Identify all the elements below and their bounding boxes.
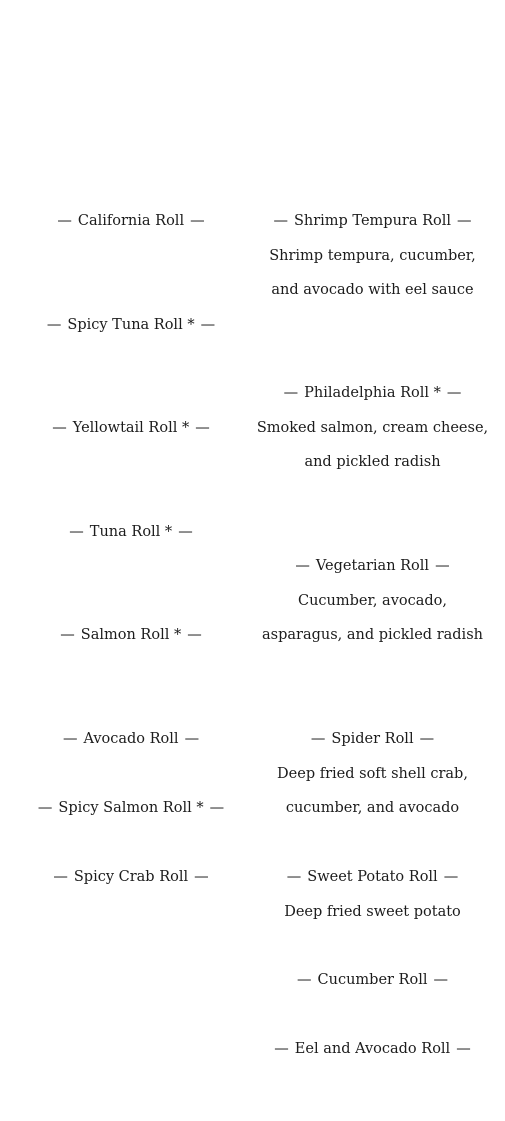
menu-item-description: and avocado with eel sauce [271, 282, 474, 298]
menu-item-title [0, 860, 262, 895]
menu-item-description: cucumber, and avocado [285, 800, 460, 816]
dash-decoration: — [295, 558, 310, 574]
menu-item-name: Yellowtail Roll * [72, 420, 190, 436]
menu-item-title [245, 963, 500, 998]
dash-decoration: — [200, 317, 216, 333]
dash-decoration: — [62, 731, 78, 747]
dash-decoration: — [57, 213, 72, 229]
menu-item-cucumber-roll [245, 963, 500, 998]
dash-decoration: — [435, 558, 450, 574]
dash-decoration: — [273, 213, 288, 229]
dash-decoration: — [195, 420, 210, 436]
menu-item-vegetarian-roll [245, 549, 500, 653]
menu-item-spicy-crab-roll [0, 860, 262, 895]
menu-item-description: Deep fried soft shell crab, [277, 765, 468, 782]
dash-decoration: — [46, 317, 62, 333]
menu-item-philadelphia-roll [245, 376, 500, 480]
menu-item-title [0, 722, 262, 757]
menu-item-title [245, 722, 500, 757]
menu-item-title [0, 618, 262, 653]
menu-item-title [245, 204, 500, 239]
dash-decoration: — [419, 731, 435, 747]
menu-item-name: Shrimp Tempura Roll [293, 213, 452, 229]
menu-item-name: Spicy Tuna Roll * [67, 317, 195, 333]
dash-decoration: — [178, 524, 193, 540]
menu-item-name: Spicy Crab Roll [73, 869, 189, 885]
menu-item-title [0, 791, 262, 826]
menu-item-spicy-tuna-roll [0, 308, 262, 343]
menu-item-title [0, 515, 262, 550]
menu-item-title [245, 376, 500, 411]
menu-item-name: California Roll [77, 213, 185, 229]
menu-item-title [245, 1032, 500, 1067]
menu-item-yellowtail-roll [0, 411, 262, 446]
menu-item-description: Deep fried sweet potato [284, 903, 461, 920]
menu-item-description: Cucumber, avocado, [297, 592, 447, 609]
dash-decoration: — [433, 972, 448, 988]
dash-decoration: — [194, 869, 209, 885]
menu-item-title [0, 204, 262, 239]
dash-decoration: — [443, 869, 459, 885]
dash-decoration: — [297, 972, 312, 988]
menu-item-california-roll [0, 204, 262, 239]
dash-decoration: — [53, 869, 68, 885]
menu-item-name: Tuna Roll * [89, 524, 173, 540]
menu-item-title [245, 860, 500, 895]
dash-decoration: — [37, 800, 53, 816]
menu-item-salmon-roll [0, 618, 262, 653]
menu-item-title [245, 549, 500, 584]
dash-decoration: — [446, 385, 462, 401]
menu-item-name: Spicy Salmon Roll * [58, 800, 204, 816]
menu-item-eel-and-avocado-roll [245, 1032, 500, 1067]
dash-decoration: — [187, 627, 202, 643]
menu-item-description: Smoked salmon, cream cheese, [256, 419, 489, 436]
menu-item-description: asparagus, and pickled radish [262, 627, 483, 643]
menu-item-spider-roll [245, 722, 500, 826]
menu-item-avocado-roll [0, 722, 262, 757]
menu-item-name: Avocado Roll [83, 731, 179, 747]
menu-item-description: Shrimp tempura, cucumber, [269, 247, 476, 264]
dash-decoration: — [190, 213, 205, 229]
menu-item-title [0, 411, 262, 446]
dash-decoration: — [209, 800, 225, 816]
menu-item-description: and pickled radish [304, 454, 441, 470]
dash-decoration: — [456, 1041, 471, 1057]
menu-item-name: Vegetarian Roll [315, 558, 430, 574]
menu-item-spicy-salmon-roll [0, 791, 262, 826]
menu-item-name: Philadelphia Roll * [304, 385, 441, 401]
menu-item-shrimp-tempura-roll [245, 204, 500, 308]
menu-item-name: Spider Roll [331, 731, 414, 747]
menu-item-name: Sweet Potato Roll [307, 869, 438, 885]
dash-decoration: — [457, 213, 472, 229]
menu-item-name: Salmon Roll * [80, 627, 182, 643]
dash-decoration: — [184, 731, 200, 747]
menu-item-title [0, 308, 262, 343]
dash-decoration: — [52, 420, 67, 436]
menu-item-name: Cucumber Roll [317, 972, 428, 988]
dash-decoration: — [310, 731, 326, 747]
dash-decoration: — [69, 524, 84, 540]
menu-item-tuna-roll [0, 515, 262, 550]
dash-decoration: — [283, 385, 299, 401]
dash-decoration: — [286, 869, 302, 885]
dash-decoration: — [274, 1041, 289, 1057]
menu-item-sweet-potato-roll [245, 860, 500, 929]
dash-decoration: — [60, 627, 75, 643]
menu-item-name: Eel and Avocado Roll [294, 1041, 451, 1057]
